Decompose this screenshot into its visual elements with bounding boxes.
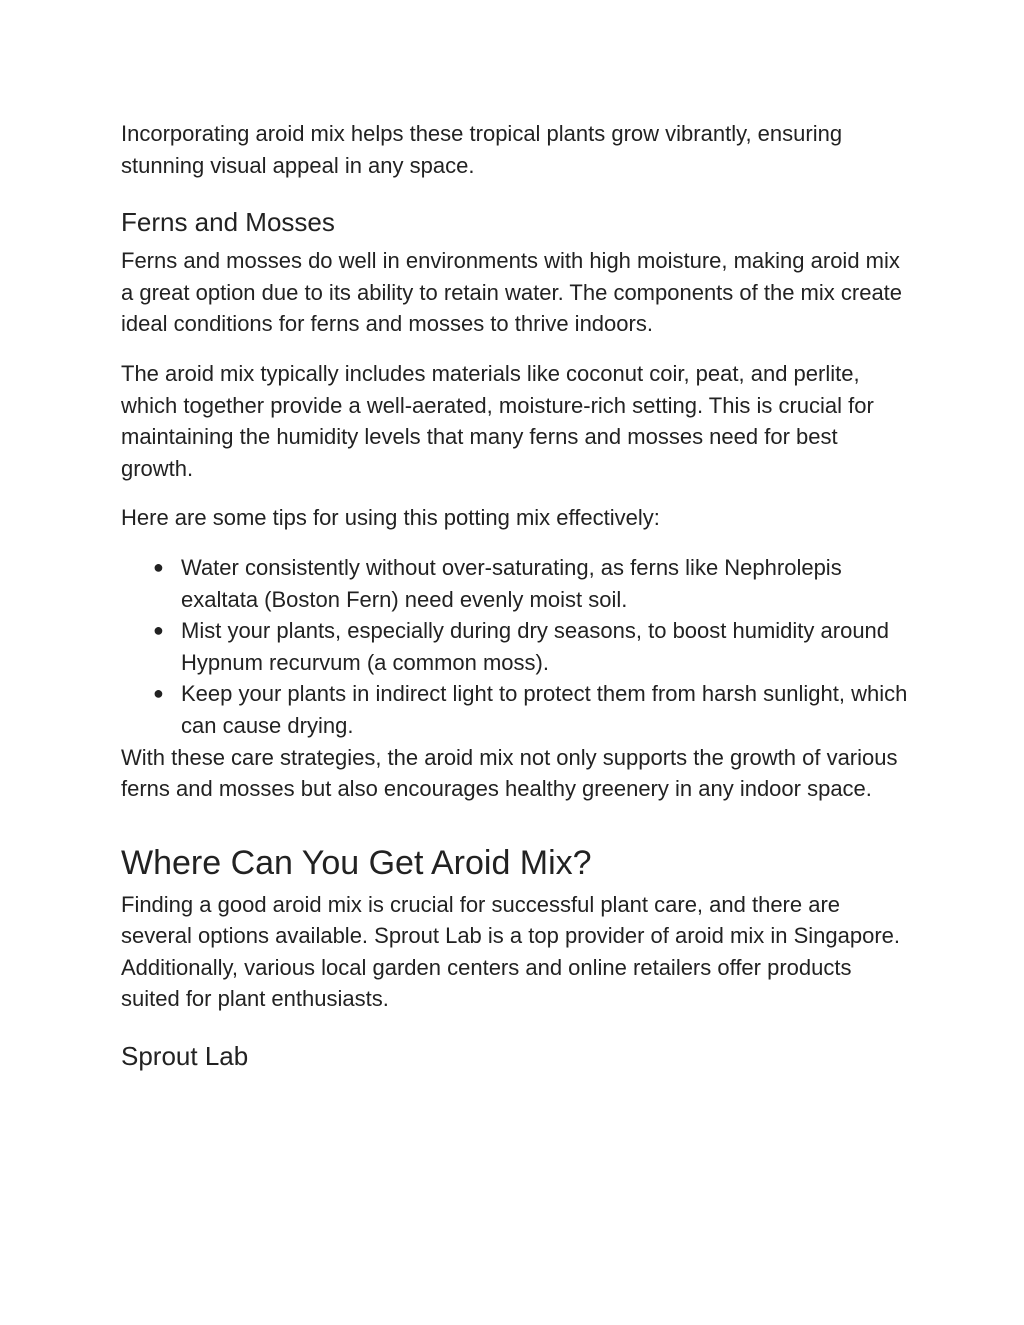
sprout-lab-heading: Sprout Lab bbox=[121, 1041, 249, 1072]
tip-text: Keep your plants in indirect light to protect them from harsh sunlight, which can cause drying. bbox=[181, 681, 908, 738]
document-page bbox=[121, 118, 911, 1073]
bullet-icon: ● bbox=[153, 620, 164, 641]
bullet-icon: ● bbox=[153, 683, 164, 704]
where-paragraph: Finding a good aroid mix is crucial for successful plant care, and there are several options available. Sprout Lab is a top provider of aroid mix in Singapore. Additionally, various local garden centers and online retailers offer products suited for plant enthusiasts. bbox=[121, 891, 901, 1012]
where-heading: Where Can You Get Aroid Mix? bbox=[121, 843, 592, 882]
intro-paragraph: Incorporating aroid mix helps these tropical plants grow vibrantly, ensuring stunning visual appeal in any space. bbox=[121, 121, 843, 178]
list-item bbox=[121, 552, 911, 615]
tip-text: Mist your plants, especially during dry seasons, to boost humidity around Hypnum recurvum (a common moss). bbox=[181, 618, 890, 675]
list-item bbox=[121, 678, 911, 741]
ferns-closing-paragraph: With these care strategies, the aroid mix not only supports the growth of various ferns and mosses but also encourages healthy greenery in any indoor space. bbox=[121, 744, 898, 802]
ferns-paragraph-1: Ferns and mosses do well in environments with high moisture, making aroid mix a great option due to its ability to retain water. The components of the mix create ideal conditions for ferns and mosses to thrive indoors. bbox=[121, 248, 903, 337]
tip-text: Water consistently without over-saturating, as ferns like Nephrolepis exaltata (Boston Fern) need evenly moist soil. bbox=[181, 554, 842, 612]
ferns-heading: Ferns and Mosses bbox=[121, 207, 335, 238]
list-item bbox=[121, 615, 911, 678]
bullet-icon: ● bbox=[153, 556, 164, 577]
tips-list bbox=[121, 552, 911, 742]
ferns-paragraph-2: The aroid mix typically includes materials like coconut coir, peat, and perlite, which together provide a well-aerated, moisture-rich setting. This is crucial for maintaining the humidity levels that many ferns and mosses need for best growth. bbox=[121, 360, 874, 481]
tips-intro: Here are some tips for using this potting mix effectively: bbox=[121, 505, 660, 531]
